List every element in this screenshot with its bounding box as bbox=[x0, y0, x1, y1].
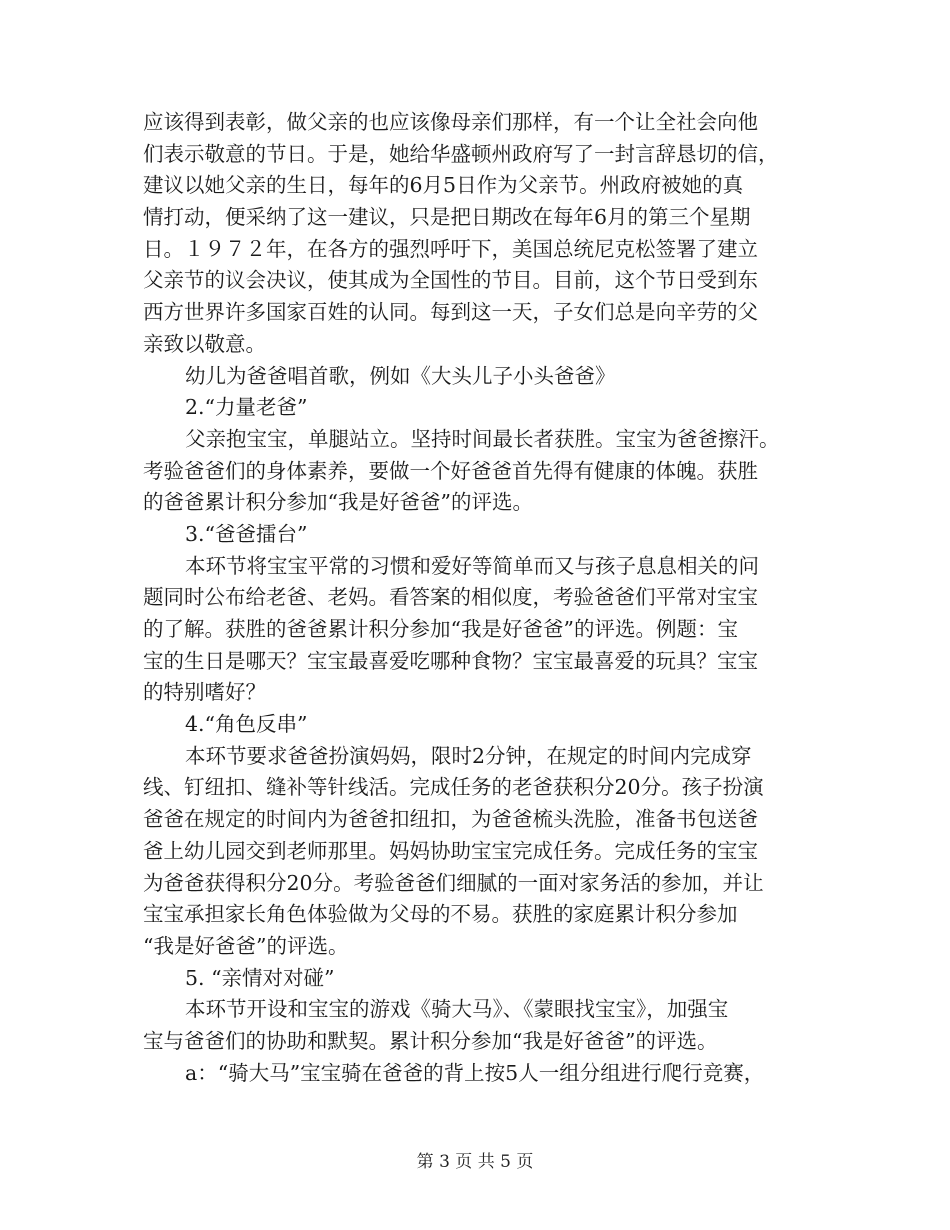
text-line: 题同时公布给老爸、老妈。看答案的相似度，考验爸爸们平常对宝宝 bbox=[143, 585, 758, 610]
text-line: 4.“角色反串” bbox=[185, 712, 308, 737]
text-line: 本环节要求爸爸扮演妈妈，限时2分钟，在规定的时间内完成穿 bbox=[185, 743, 752, 768]
text-line: 宝宝承担家长角色体验做为父母的不易。获胜的家庭累计积分参加 bbox=[143, 902, 738, 927]
body-text bbox=[143, 107, 818, 1089]
text-line: 父亲节的议会决议，使其成为全国性的节目。目前，这个节日受到东 bbox=[143, 268, 758, 293]
text-line: 宝的生日是哪天？宝宝最喜爱吃哪种食物？宝宝最喜爱的玩具？宝宝 bbox=[143, 648, 758, 673]
text-line: 的特别嗜好？ bbox=[143, 680, 266, 705]
text-line: 宝与爸爸们的协助和默契。累计积分参加“我是好爸爸”的评选。 bbox=[143, 1028, 718, 1053]
text-line: 2.“力量老爸” bbox=[185, 395, 308, 420]
text-line: a：“骑大马”宝宝骑在爸爸的背上按5人一组分组进行爬行竞赛， bbox=[185, 1060, 765, 1085]
text-line: 西方世界许多国家百姓的认同。每到这一天，子女们总是向辛劳的父 bbox=[143, 300, 758, 325]
text-line: 为爸爸获得积分20分。考验爸爸们细腻的一面对家务活的参加，并让 bbox=[143, 870, 764, 895]
text-line: 应该得到表彰，做父亲的也应该像母亲们那样，有一个让全社会向他 bbox=[143, 110, 758, 134]
text-line: 5. “亲情对对碰” bbox=[185, 965, 335, 990]
text-line: 线、钉纽扣、缝补等针线活。完成任务的老爸获积分20分。孩子扮演 bbox=[143, 775, 764, 800]
text-line: 爸爸在规定的时间内为爸爸扣纽扣，为爸爸梳头洗脸，准备书包送爸 bbox=[143, 807, 758, 832]
text-line: 考验爸爸们的身体素养，要做一个好爸爸首先得有健康的体魄。获胜 bbox=[143, 458, 758, 483]
text-line: 本环节开设和宝宝的游戏《骑大马》、《蒙眼找宝宝》，加强宝 bbox=[185, 997, 729, 1022]
text-line: 爸上幼儿园交到老师那里。妈妈协助宝宝完成任务。完成任务的宝宝 bbox=[143, 838, 758, 863]
text-line: 日。１９７２年，在各方的强烈呼吁下，美国总统尼克松签署了建立 bbox=[143, 236, 758, 261]
text-line: 建议以她父亲的生日，每年的6月5日作为父亲节。州政府被她的真 bbox=[143, 173, 744, 198]
text-line: 的了解。获胜的爸爸累计积分参加“我是好爸爸”的评选。例题：宝 bbox=[143, 617, 738, 641]
text-line: 父亲抱宝宝，单腿站立。坚持时间最长者获胜。宝宝为爸爸擦汗。 bbox=[185, 426, 780, 451]
page-footer: 第 3 页 共 5 页 bbox=[416, 1152, 534, 1172]
text-line: 情打动，便采纳了这一建议，只是把日期改在每年6月的第三个星期 bbox=[143, 205, 751, 230]
text-line: 的爸爸累计积分参加“我是好爸爸”的评选。 bbox=[143, 490, 533, 515]
text-line: 们表示敬意的节日。于是，她给华盛顿州政府写了一封言辞恳切的信， bbox=[143, 141, 779, 166]
text-line: 本环节将宝宝平常的习惯和爱好等简单而又与孩子息息相关的问 bbox=[185, 553, 759, 578]
text-line: “我是好爸爸”的评选。 bbox=[143, 933, 349, 958]
text-line: 亲致以敬意。 bbox=[143, 331, 266, 356]
text-line: 3.“爸爸擂台” bbox=[185, 521, 308, 546]
text-line: 幼儿为爸爸唱首歌，例如《大头儿子小头爸爸》 bbox=[185, 363, 616, 388]
